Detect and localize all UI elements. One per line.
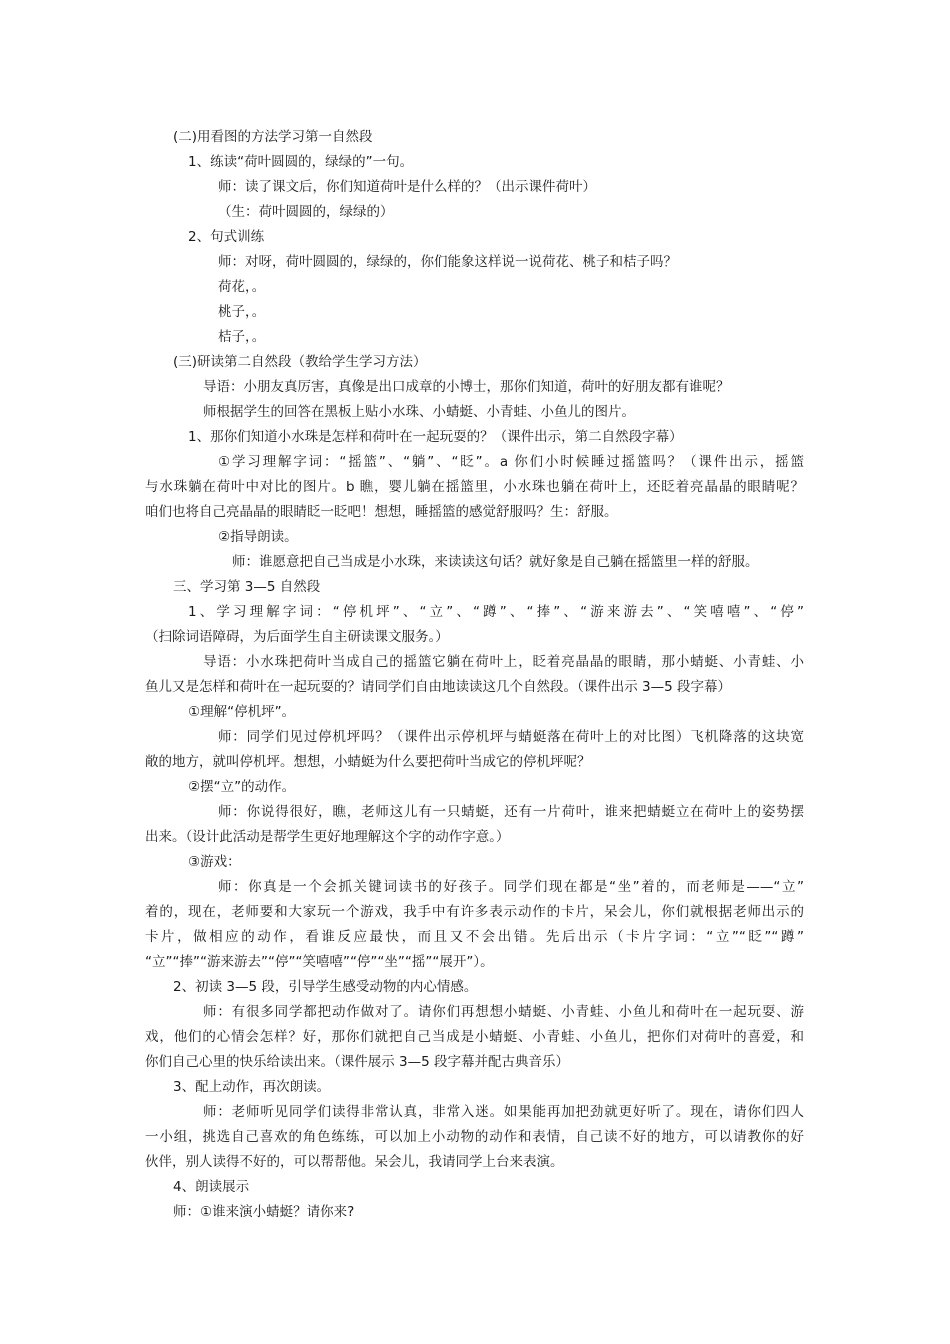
paragraph-line: 鱼儿又是怎样和荷叶在一起玩耍的？请同学们自由地读读这几个自然段。（课件出示 3—5 段字幕） xyxy=(145,679,732,695)
paragraph-line: ②摆“立”的动作。 xyxy=(188,779,296,795)
paragraph-line: 师：①谁来演小蜻蜓？请你来? xyxy=(173,1204,355,1220)
paragraph-line: 导语：小水珠把荷叶当成自己的摇篮它躺在荷叶上，眨着亮晶晶的眼睛，那小蜻蜓、小青蛙、小 xyxy=(203,654,804,670)
paragraph-line: 导语：小朋友真厉害，真像是出口成章的小博士，那你们知道，荷叶的好朋友都有谁呢？ xyxy=(203,379,730,395)
section-heading: 三、学习第 3—5 自然段 xyxy=(173,579,321,595)
numbered-item: 3、配上动作，再次朗读。 xyxy=(173,1079,331,1095)
paragraph-line: 桔子，。 xyxy=(218,329,266,345)
paragraph-line: 师：读了课文后，你们知道荷叶是什么样的？（出示课件荷叶） xyxy=(218,179,596,195)
paragraph-line: 卡片，做相应的动作，看谁反应最快，而且又不会出错。先后出示（卡片字词：“立”“眨”“蹲” xyxy=(145,929,804,945)
paragraph-line: ②指导朗读。 xyxy=(218,529,298,545)
numbered-item: 4、朗读展示 xyxy=(173,1179,250,1195)
paragraph-line: “立”“捧”“游来游去”“停”“笑嘻嘻”“停”“坐”“摇”“展开”）。 xyxy=(145,954,494,970)
paragraph-line: 敞的地方，就叫停机坪。想想，小蜻蜓为什么要把荷叶当成它的停机坪呢？ xyxy=(145,754,591,770)
paragraph-line: 师：老师听见同学们读得非常认真，非常入迷。如果能再加把劲就更好听了。现在，请你们四人 xyxy=(203,1104,804,1120)
numbered-item: 1、学习理解字词：“停机坪”、“立”、“蹲”、“捧”、“游来游去”、“笑嘻嘻”、“停” xyxy=(188,604,804,620)
paragraph-line: 桃子，。 xyxy=(218,304,266,320)
paragraph-line: ①学习理解字词：“摇篮”、“躺”、“眨”。a 你们小时候睡过摇篮吗？（课件出示，摇篮 xyxy=(218,454,804,470)
paragraph-line: （扫除词语障碍，为后面学生自主研读课文服务。） xyxy=(145,629,449,645)
paragraph-line: 伙伴，别人读得不好的，可以帮帮他。呆会儿，我请同学上台来表演。 xyxy=(145,1154,564,1170)
paragraph-line: ①理解“停机坪”。 xyxy=(188,704,296,720)
paragraph-line: ③游戏： xyxy=(188,854,241,870)
paragraph-line: 师根据学生的回答在黑板上贴小水珠、小蜻蜓、小青蛙、小鱼儿的图片。 xyxy=(203,404,635,420)
paragraph-line: 师：同学们见过停机坪吗？（课件出示停机坪与蜻蜓落在荷叶上的对比图）飞机降落的这块宽 xyxy=(218,729,804,745)
numbered-item: 1、那你们知道小水珠是怎样和荷叶在一起玩耍的？（课件出示，第二自然段字幕） xyxy=(188,429,683,445)
paragraph-line: 师：谁愿意把自己当成是小水珠，来读读这句话？就好象是自己躺在摇篮里一样的舒服。 xyxy=(232,554,759,570)
paragraph-line: 一小组，挑选自己喜欢的角色练练，可以加上小动物的动作和表情，自己读不好的地方，可以请教你的好 xyxy=(145,1129,804,1145)
numbered-item: 1、练读“荷叶圆圆的，绿绿的”一句。 xyxy=(188,154,414,170)
paragraph-line: 荷花，。 xyxy=(218,279,266,295)
paragraph-line: 与水珠躺在荷叶中对比的图片。b 瞧，婴儿躺在摇篮里，小水珠也躺在荷叶上，还眨着亮晶晶的眼睛呢？ xyxy=(145,479,804,495)
paragraph-line: 师：有很多同学都把动作做对了。请你们再想想小蜻蜓、小青蛙、小鱼儿和荷叶在一起玩耍、游 xyxy=(203,1004,804,1020)
numbered-item: 2、初读 3—5 段，引导学生感受动物的内心情感。 xyxy=(173,979,478,995)
paragraph-line: 咱们也将自己亮晶晶的眼睛眨一眨吧！想想，睡摇篮的感觉舒服吗？生：舒服。 xyxy=(145,504,618,520)
paragraph-line: 师：对呀，荷叶圆圆的，绿绿的，你们能象这样说一说荷花、桃子和桔子吗？ xyxy=(218,254,677,270)
paragraph-line: （生：荷叶圆圆的，绿绿的） xyxy=(218,204,394,220)
paragraph-line: 着的，现在，老师要和大家玩一个游戏，我手中有许多表示动作的卡片，呆会儿，你们就根据老师出示的 xyxy=(145,904,804,920)
paragraph-line: 戏，他们的心情会怎样？好，那你们就把自己当成是小蜻蜓、小青蛙、小鱼儿，把你们对荷叶的喜爱，和 xyxy=(145,1029,804,1045)
paragraph-line: 你们自己心里的快乐给读出来。（课件展示 3—5 段字幕并配古典音乐） xyxy=(145,1054,570,1070)
numbered-item: 2、句式训练 xyxy=(188,229,265,245)
paragraph-line: 师：你说得很好，瞧，老师这儿有一只蜻蜓，还有一片荷叶，谁来把蜻蜓立在荷叶上的姿势摆 xyxy=(218,804,804,820)
paragraph-line: 师：你真是一个会抓关键词读书的好孩子。同学们现在都是“坐”着的，而老师是——“立” xyxy=(218,879,804,895)
section-heading: (三)研读第二自然段（教给学生学习方法） xyxy=(173,354,427,370)
paragraph-line: 出来。（设计此活动是帮学生更好地理解这个字的动作字意。） xyxy=(145,829,510,845)
section-heading: (二)用看图的方法学习第一自然段 xyxy=(173,129,373,145)
